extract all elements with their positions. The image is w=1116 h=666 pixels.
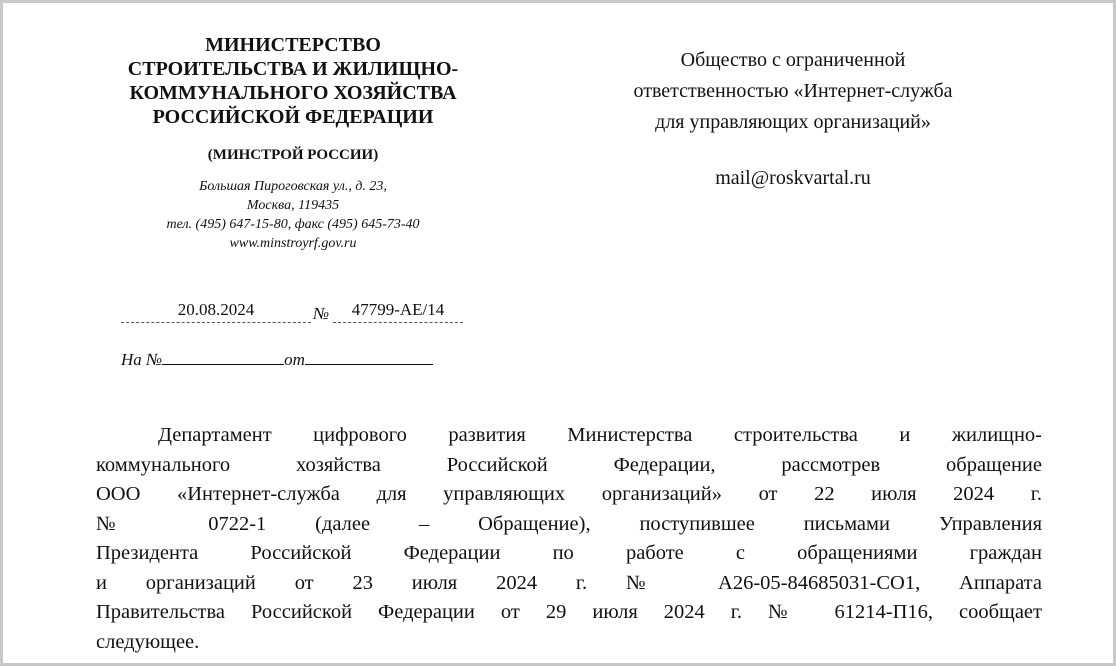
- reply-date-blank: [305, 348, 433, 365]
- reply-number-label: На №: [121, 350, 163, 369]
- body-line: и организаций от 23 июля 2024 г. № А26-05-84685031-СО1, Аппарата: [96, 571, 1042, 594]
- recipient-line: Общество с ограниченной: [680, 49, 906, 71]
- ministry-name-line: КОММУНАЛЬНОГО ХОЗЯЙСТВА: [129, 82, 457, 104]
- registration-row: [121, 300, 481, 330]
- sender-address: [83, 177, 503, 253]
- recipient-email: mail@roskvartal.ru: [715, 167, 871, 189]
- recipient-block: [558, 45, 1028, 194]
- ministry-short-name: (МИНСТРОЙ РОССИИ): [207, 147, 379, 163]
- ministry-name-line: СТРОИТЕЛЬСТВА И ЖИЛИЩНО-: [127, 58, 459, 80]
- body-line: Департамент цифрового развития Министерства строительства и жилищно-: [158, 424, 1042, 446]
- registration-date: 20.08.2024: [121, 300, 311, 323]
- reply-from-label: от: [284, 350, 305, 369]
- recipient-line: ответственностью «Интернет-служба: [633, 80, 953, 102]
- registration-number: 47799-АЕ/14: [333, 300, 463, 323]
- reply-reference-row: [121, 348, 433, 370]
- letter-body: [96, 421, 1042, 657]
- body-line: следующее.: [96, 630, 200, 653]
- address-line: Москва, 119435: [246, 198, 340, 213]
- body-line: коммунального хозяйства Российской Федерации, рассмотрев обращение: [96, 453, 1042, 476]
- reply-number-blank: [162, 348, 284, 365]
- ministry-name: [83, 33, 503, 129]
- contact-line: тел. (495) 647-15-80, факс (495) 645-73-40: [166, 217, 420, 232]
- address-line: Большая Пироговская ул., д. 23,: [199, 179, 387, 194]
- body-line: ООО «Интернет-служба для управляющих организаций» от 22 июля 2024 г.: [96, 483, 1042, 505]
- number-sign: №: [313, 304, 330, 323]
- body-line: Правительства Российской Федерации от 29 июля 2024 г. № 61214-П16, сообщает: [96, 601, 1042, 623]
- ministry-name-line: РОССИЙСКОЙ ФЕДЕРАЦИИ: [152, 106, 434, 128]
- body-line: № 0722-1 (далее – Обращение), поступившее письмами Управления: [96, 512, 1042, 535]
- website-line: www.minstroyrf.gov.ru: [229, 236, 357, 251]
- body-line: Президента Российской Федерации по работе с обращениями граждан: [96, 542, 1042, 564]
- ministry-name-line: МИНИСТЕРСТВО: [205, 34, 381, 56]
- sender-letterhead: [83, 33, 503, 253]
- recipient-line: для управляющих организаций»: [655, 111, 931, 133]
